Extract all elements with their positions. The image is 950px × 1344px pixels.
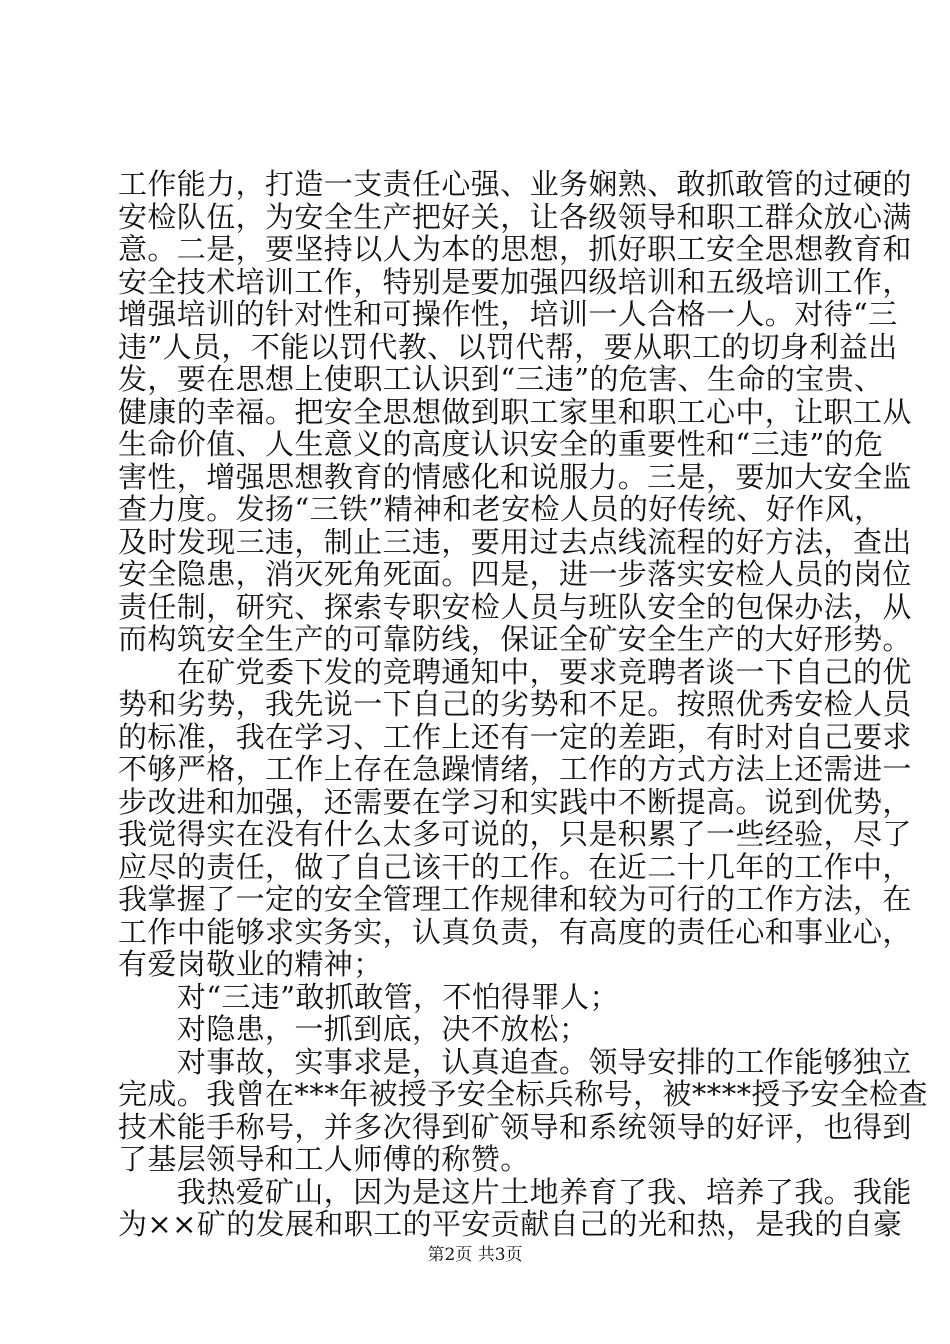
text-line: 工作中能够求实务实，认真负责，有高度的责任心和事业心， bbox=[118, 914, 912, 949]
text-line: 及时发现三违，制止三违，要用过去点线流程的好方法，查出 bbox=[118, 524, 912, 559]
text-line: 了基层领导和工人师傅的称赞。 bbox=[118, 1142, 530, 1176]
text-line: 增强培训的针对性和可操作性，培训一人合格一人。对待“三 bbox=[118, 297, 898, 331]
text-line: 健康的幸福。把安全思想做到职工家里和职工心中，让职工从 bbox=[118, 394, 912, 429]
text-line: 安全隐患，消灭死角死面。四是，进一步落实安检人员的岗位 bbox=[118, 557, 912, 591]
text-line: 对“三违”敢抓敢管，不怕得罪人； bbox=[118, 979, 619, 1014]
text-line: 我觉得实在没有什么太多可说的，只是积累了一些经验，尽了 bbox=[118, 817, 912, 851]
text-line: 我掌握了一定的安全管理工作规律和较为可行的工作方法，在 bbox=[118, 882, 912, 916]
text-line: 意。二是，要坚持以人为本的思想，抓好职工安全思想教育和 bbox=[118, 232, 912, 266]
text-line: 有爱岗敬业的精神； bbox=[118, 947, 383, 981]
text-line: 为××矿的发展和职工的平安贡献自己的光和热，是我的自豪 bbox=[118, 1207, 903, 1241]
text-line: 查力度。发扬“三铁”精神和老安检人员的好传统、好作风， bbox=[118, 492, 884, 526]
text-line: 安检队伍，为安全生产把好关，让各级领导和职工群众放心满 bbox=[118, 199, 912, 234]
text-line: 违”人员，不能以罚代教、以罚代帮，要从职工的切身利益出 bbox=[118, 329, 898, 364]
text-line: 不够严格，工作上存在急躁情绪，工作的方式方法上还需进一 bbox=[118, 752, 912, 786]
page-footer: 第2页 共3页 bbox=[427, 1245, 523, 1265]
text-line: 安全技术培训工作，特别是要加强四级培训和五级培训工作， bbox=[118, 264, 912, 299]
text-line: 势和劣势，我先说一下自己的劣势和不足。按照优秀安检人员 bbox=[118, 687, 912, 721]
text-line: 工作能力，打造一支责任心强、业务娴熟、敢抓敢管的过硬的 bbox=[118, 167, 912, 201]
text-line: 在矿党委下发的竞聘通知中，要求竞聘者谈一下自己的优 bbox=[118, 654, 912, 689]
text-line: 对隐患，一抓到底，决不放松； bbox=[118, 1012, 589, 1046]
document-body bbox=[118, 167, 928, 1241]
text-line: 我热爱矿山，因为是这片土地养育了我、培养了我。我能 bbox=[118, 1174, 912, 1209]
text-line: 对事故，实事求是，认真追查。领导安排的工作能够独立 bbox=[118, 1044, 912, 1079]
text-line: 发，要在思想上使职工认识到“三违”的危害、生命的宝贵、 bbox=[118, 362, 884, 396]
text-line: 应尽的责任，做了自己该干的工作。在近二十几年的工作中， bbox=[118, 849, 912, 884]
text-line: 害性，增强思想教育的情感化和说服力。三是，要加大安全监 bbox=[118, 459, 912, 494]
text-line: 技术能手称号，并多次得到矿领导和系统领导的好评，也得到 bbox=[118, 1109, 912, 1144]
text-line: 的标准，我在学习、工作上还有一定的差距，有时对自己要求 bbox=[118, 719, 912, 754]
text-line: 生命价值、人生意义的高度认识安全的重要性和“三违”的危 bbox=[118, 427, 884, 461]
text-line: 而构筑安全生产的可靠防线，保证全矿安全生产的大好形势。 bbox=[118, 622, 912, 656]
text-line: 完成。我曾在***年被授予安全标兵称号，被****授予安全检查 bbox=[118, 1077, 928, 1111]
text-line: 步改进和加强，还需要在学习和实践中不断提高。说到优势， bbox=[118, 784, 912, 819]
text-line: 责任制，研究、探索专职安检人员与班队安全的包保办法，从 bbox=[118, 589, 912, 624]
